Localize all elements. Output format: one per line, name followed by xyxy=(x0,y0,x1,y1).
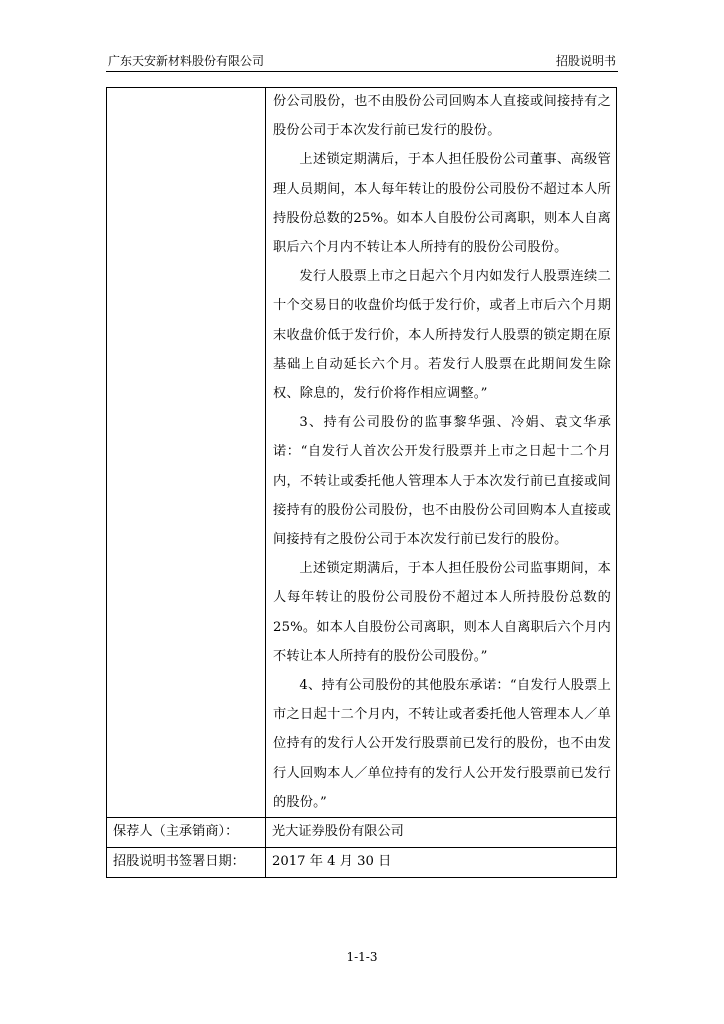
page-number: 1-1-3 xyxy=(346,950,378,964)
paragraph: 3、持有公司股份的监事黎华强、冷娟、袁文华承诺：“自发行人首次公开发行股票并上市之日起十二个月内，不转让或委托他人管理本人于本次发行前已直接或间接持有的股份公司股份，也不由股份公司回购本人直接或间接持有之股份公司于本次发行前已发行的股份。 xyxy=(273,415,611,548)
paragraph: 份公司股份，也不由股份公司回购本人直接或间接持有之股份公司于本次发行前已发行的股份。 xyxy=(273,94,611,139)
paragraph: 上述锁定期满后，于本人担任股份公司董事、高级管理人员期间，本人每年转让的股份公司股份不超过本人所持股份总数的25%。如本人自股份公司离职，则本人自离职后六个月内不转让本人所持有的股份公司股份。 xyxy=(273,152,611,256)
header-rule xyxy=(106,71,618,72)
paragraph: 发行人股票上市之日起六个月内如发行人股票连续二十个交易日的收盘价均低于发行价，或者上市后六个月期末收盘价低于发行价，本人所持发行人股票的锁定期在原基础上自动延长六个月。若发行人股票在此期间发生除权、除息的，发行价将作相应调整。” xyxy=(273,269,611,402)
signing-date-value: 2017 年 4 月 30 日 xyxy=(266,848,617,878)
sponsor-row xyxy=(107,818,617,848)
sponsor-value: 光大证券股份有限公司 xyxy=(266,818,617,848)
paragraph: 4、持有公司股份的其他股东承诺：“自发行人股票上市之日起十二个月内，不转让或者委托他人管理本人／单位持有的发行人公开发行股票前已发行的股份，也不由发行人回购本人／单位持有的发行人公开发行股票前已发行的股份。” xyxy=(273,678,611,810)
signing-date-row xyxy=(107,848,617,878)
signing-date-label: 招股说明书签署日期： xyxy=(107,848,266,878)
sponsor-label: 保荐人（主承销商）： xyxy=(107,818,266,848)
commitment-label-cell xyxy=(107,88,266,818)
commitment-row xyxy=(107,88,617,818)
paragraph: 上述锁定期满后，于本人担任股份公司监事期间，本人每年转让的股份公司股份不超过本人所持股份总数的25%。如本人自股份公司离职，则本人自离职后六个月内不转让本人所持有的股份公司股份。” xyxy=(273,561,611,664)
commitment-text-cell xyxy=(266,88,617,818)
header-document-type: 招股说明书 xyxy=(555,54,616,68)
header-company-name: 广东天安新材料股份有限公司 xyxy=(108,54,265,68)
info-table xyxy=(106,87,617,878)
